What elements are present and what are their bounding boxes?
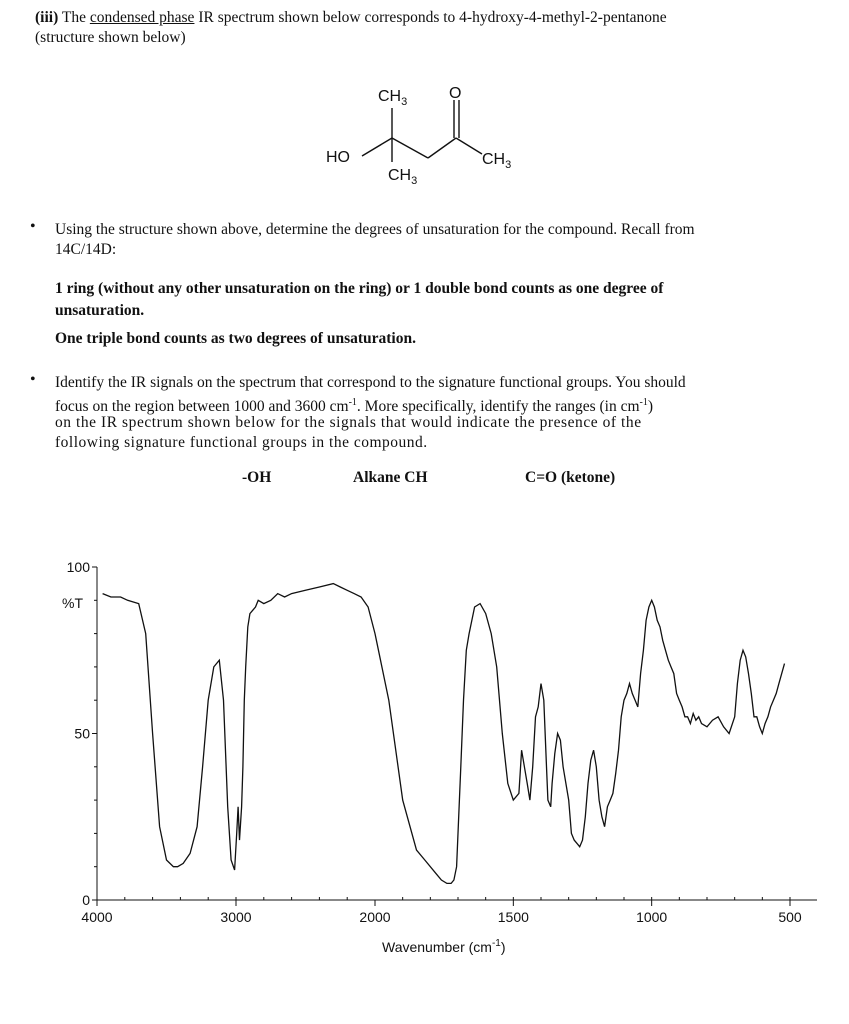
- bullet-1-line-1: Using the structure shown above, determine the degrees of unsaturation for the compound. Recall from: [55, 221, 695, 238]
- fg-alkane-ch: Alkane CH: [353, 469, 428, 486]
- fg-oh: -OH: [242, 469, 272, 486]
- ch3-top-label: $CH_3$: [378, 88, 408, 108]
- x-tick-label-1500: 1500: [497, 909, 529, 925]
- bond-co-ch3: [456, 138, 482, 154]
- oxygen-label: O: [449, 85, 462, 102]
- question-label: (iii): [35, 9, 59, 26]
- bond-ch2-co: [428, 138, 456, 158]
- x-tick-label-2000: 2000: [359, 909, 391, 925]
- bullet-2-line-3: on the IR spectrum shown below for the signals that would indicate the presence of the: [55, 414, 642, 431]
- y-tick-label-100: 100: [66, 559, 90, 575]
- ir-spectrum-line: [103, 584, 785, 884]
- molecule-structure: [320, 80, 550, 190]
- question-text-b: IR spectrum shown below corresponds to 4-hydroxy-4-methyl-2-pentanone: [198, 9, 667, 26]
- x-tick-label-4000: 4000: [81, 909, 113, 925]
- question-line-2: (structure shown below): [35, 29, 186, 46]
- ch3-right-label: $CH_3$: [482, 151, 512, 171]
- y-tick-label-50: 50: [74, 725, 90, 742]
- question-text-a: The: [61, 9, 86, 26]
- question-line-1: [35, 8, 825, 28]
- bullet-2-line-2: focus on the region between 1000 and 3600 $cm^{-1}$. More specifically, identify the ranges (in $cm^{-1}$): [55, 397, 654, 416]
- x-tick-label-1000: 1000: [636, 909, 668, 925]
- bullet-2-line-1: Identify the IR signals on the spectrum that correspond to the signature functional groups. You should: [55, 374, 686, 391]
- chart-labels: [67, 559, 802, 925]
- bullet-2-line-4: following signature functional groups in the compound.: [55, 434, 428, 451]
- x-tick-label-500: 500: [778, 909, 802, 925]
- y-tick-label-0: 0: [82, 892, 90, 908]
- rule-2: One triple bond counts as two degrees of unsaturation.: [55, 330, 416, 347]
- rule-1-line-1: 1 ring (without any other unsaturation on the ring) or 1 double bond counts as one degree of: [55, 280, 664, 297]
- ir-spectrum-chart: [0, 540, 849, 980]
- bullet-1-symbol: •: [30, 218, 36, 235]
- x-tick-label-3000: 3000: [220, 909, 252, 925]
- condensed-phase-underlined: condensed phase: [89, 9, 195, 26]
- chart-ticks: [92, 567, 790, 906]
- bond-c-ch2: [392, 138, 428, 158]
- ch3-bottom-label: $CH_3$: [388, 167, 418, 187]
- x-axis-label: Wavenumber $(cm^{-1})$: [382, 938, 506, 955]
- y-axis-label: %T: [62, 595, 83, 611]
- rule-1-line-2: unsaturation.: [55, 302, 145, 319]
- ho-label: HO: [326, 149, 350, 166]
- bullet-2-symbol: •: [30, 371, 36, 388]
- fg-ketone: C=O (ketone): [525, 469, 616, 486]
- bond-ho-c: [362, 138, 392, 156]
- bullet-1-line-2: 14C/14D:: [55, 241, 117, 258]
